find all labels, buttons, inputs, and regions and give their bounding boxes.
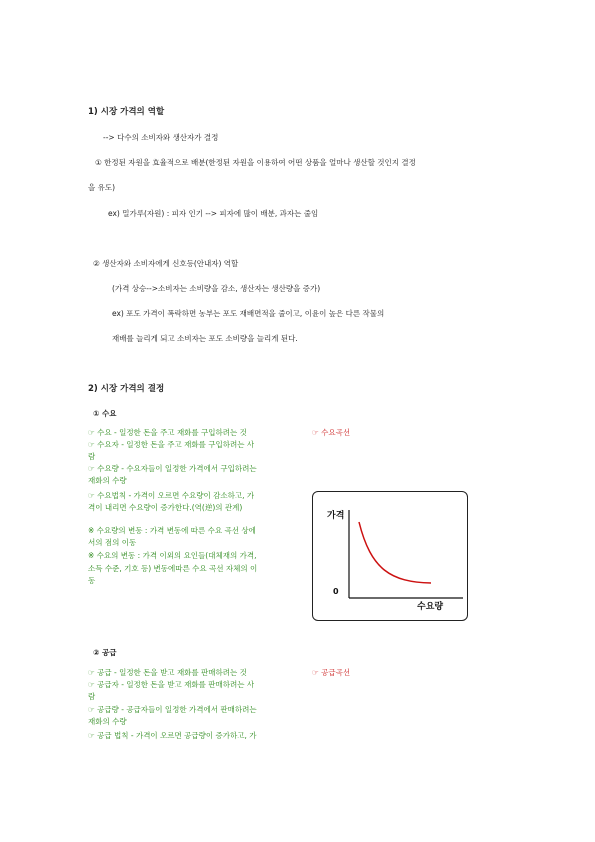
section-1-title: 1) 시장 가격의 역할 [88,107,165,117]
demand-curve-label: ☞ 수요곡선 [312,428,351,437]
demand-change-line: ※ 수요량의 변동 : 가격 변동에 따른 수요 곡선 상에 [88,526,256,535]
supply-line: ☞ 공급 법칙 - 가격이 오르면 공급량이 증가하고, 가 [88,731,257,740]
x-axis-label: 수요량 [417,602,444,612]
demand-curve-figure [312,491,468,621]
supply-curve-label: ☞ 공급곡선 [312,668,351,677]
demand-change-line: 소득 수준, 기호 등) 변동에따른 수요 곡선 자체의 이 [88,564,258,573]
supply-line: 람 [88,692,96,701]
demand-line: ☞ 수요 - 일정한 돈을 주고 재화를 구입하려는 것 [88,428,247,437]
section-2-title: 2) 시장 가격의 결정 [88,384,165,394]
demand-line: ☞ 수요자 - 일정한 돈을 주고 재화를 구입하려는 사 [88,440,255,449]
y-axis-label: 가격 [327,511,345,521]
demand-line: 재화의 수량 [88,476,127,485]
demand-line: ☞ 수요법칙 - 가격이 오르면 수요량이 감소하고, 가 [88,491,255,500]
supply-subtitle: ② 공급 [93,648,117,657]
sec1-item2-example-1: ex) 포도 가격이 폭락하면 농부는 포도 재배면적을 줄이고, 이윤이 높은 다른 작물의 [112,309,385,318]
sec1-item1-example: ex) 밀가루(자원) : 피자 인기 --> 피자에 많이 배분, 과자는 줄임 [108,209,319,218]
demand-line: ☞ 수요량 - 수요자들이 일정한 가격에서 구입하려는 [88,464,257,473]
sec1-item1-continuation: 을 유도) [88,183,116,192]
demand-curve-svg [313,492,467,620]
demand-subtitle: ① 수요 [93,409,117,418]
sec1-item2-paren: (가격 상승-->소비자는 소비량을 감소, 생산자는 생산량을 증가) [112,284,321,293]
supply-line: ☞ 공급 - 일정한 돈을 받고 재화를 판매하려는 것 [88,668,247,677]
sec1-item1-text: ① 한정된 자원을 효율적으로 배분(한정된 자원을 이용하여 어떤 상품을 얼마나 생산할 것인지 결정 [95,158,416,167]
supply-line: ☞ 공급자 - 일정한 돈을 받고 재화를 판매하려는 사 [88,680,255,689]
demand-line: 람 [88,452,96,461]
sec1-line-decision: --> 다수의 소비자와 생산자가 결정 [103,133,219,142]
demand-change-line: 서의 점의 이동 [88,538,137,547]
demand-curve [359,522,431,583]
origin-label: 0 [333,587,339,596]
sec1-item2-text: ② 생산자와 소비자에게 신호등(안내자) 역할 [93,259,239,268]
supply-line: 재화의 수량 [88,717,127,726]
demand-change-line: 동 [88,576,96,585]
supply-line: ☞ 공급량 - 공급자들이 일정한 가격에서 판매하려는 [88,705,257,714]
demand-line: 격이 내리면 수요량이 증가한다.(역(逆)의 관계) [88,503,243,512]
sec1-item2-example-2: 재배를 늘리게 되고 소비자는 포도 소비량을 늘리게 된다. [112,334,298,343]
demand-change-line: ※ 수요의 변동 : 가격 이외의 요인들(대체재의 가격, [88,551,257,560]
